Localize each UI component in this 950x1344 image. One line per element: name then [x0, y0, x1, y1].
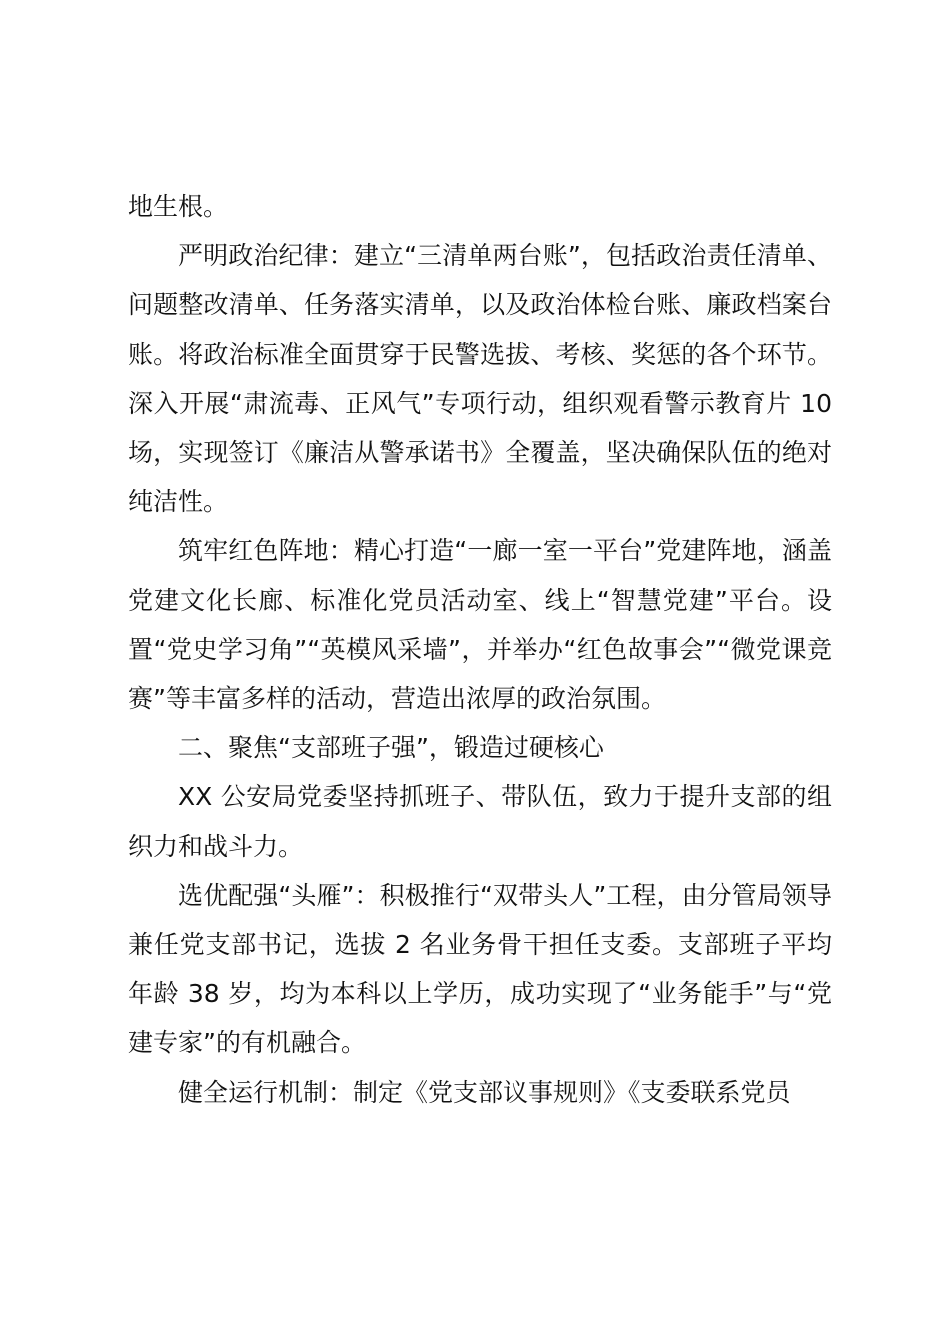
- paragraph-party-committee: XX 公安局党委坚持抓班子、带队伍，致力于提升支部的组织力和战斗力。: [128, 782, 832, 861]
- paragraph-continuation: 地生根。: [128, 192, 229, 221]
- paragraph-red-position: 筑牢红色阵地：精心打造“一廊一室一平台”党建阵地，涵盖党建文化长廊、标准化党员活动室、线上“智慧党建”平台。设置“党史学习角”“英模风采墙”，并举办“红色故事会”“微党课竞赛”等丰富多样的活动，营造出浓厚的政治氛围。: [128, 536, 832, 714]
- document-body: [128, 182, 832, 1117]
- paragraph-select-leaders: 选优配强“头雁”：积极推行“双带头人”工程，由分管局领导兼任党支部书记，选拔 2 名业务骨干担任支委。支部班子平均年龄 38 岁，均为本科以上学历，成功实现了“业务能手”与“党建专家”的有机融合。: [128, 880, 832, 1058]
- paragraph-operating-mechanism: 健全运行机制：制定《党支部议事规则》《支委联系党员: [178, 1077, 791, 1107]
- paragraph-political-discipline: 严明政治纪律：建立“三清单两台账”，包括政治责任清单、问题整改清单、任务落实清单，以及政治体检台账、廉政档案台账。将政治标准全面贯穿于民警选拔、考核、奖惩的各个环节。深入开展“肃流毒、正风气”专项行动，组织观看警示教育片 10 场，实现签订《廉洁从警承诺书》全覆盖，坚决确保队伍的绝对纯洁性。: [128, 241, 832, 517]
- section-heading-branch-team: 二、聚焦“支部班子强”，锻造过硬核心: [178, 733, 604, 763]
